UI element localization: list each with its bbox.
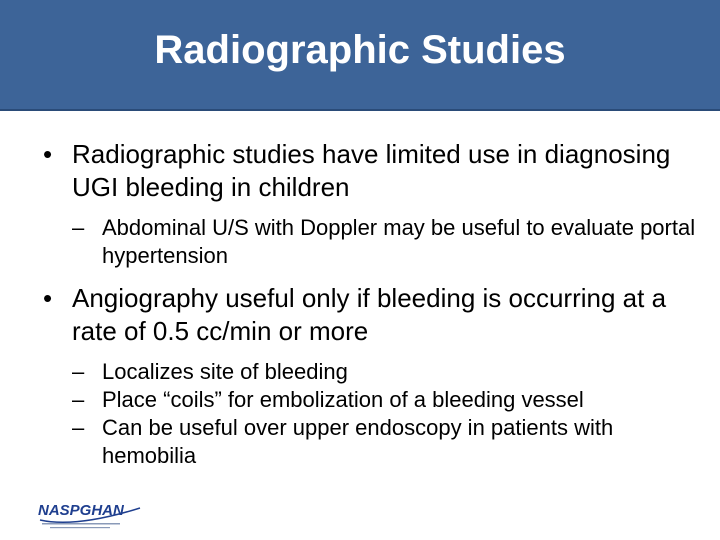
sub-bullet-item: [0, 414, 720, 470]
dash-marker: –: [72, 359, 85, 384]
dash-marker: –: [72, 415, 85, 440]
dash-marker: –: [72, 215, 85, 240]
bullet-text: Angiography useful only if bleeding is occurring at a rate of 0.5 cc/min or more: [72, 283, 667, 346]
sub-bullet-text: Can be useful over upper endoscopy in patients with hemobilia: [102, 415, 614, 468]
sub-bullet-item: [0, 386, 720, 414]
bullet-marker: •: [43, 283, 53, 313]
bullet-text: Radiographic studies have limited use in diagnosing UGI bleeding in children: [72, 139, 671, 202]
naspghan-logo: [36, 498, 148, 532]
sub-bullet-text: Place “coils” for embolization of a bleeding vessel: [102, 387, 584, 412]
sub-bullet-text: Localizes site of bleeding: [102, 359, 348, 384]
slide-title: Radiographic Studies: [154, 28, 566, 72]
bullet-item: [0, 138, 720, 204]
slide-body: [0, 138, 720, 470]
bullet-marker: •: [43, 139, 53, 169]
logo-wordmark: NASPGHAN: [38, 502, 124, 519]
sub-bullet-item: [0, 214, 720, 270]
sub-bullet-item: [0, 358, 720, 386]
sub-bullet-text: Abdominal U/S with Doppler may be useful to evaluate portal hypertension: [102, 215, 696, 268]
dash-marker: –: [72, 387, 85, 412]
bullet-item: [0, 282, 720, 348]
title-bar: [0, 0, 720, 111]
